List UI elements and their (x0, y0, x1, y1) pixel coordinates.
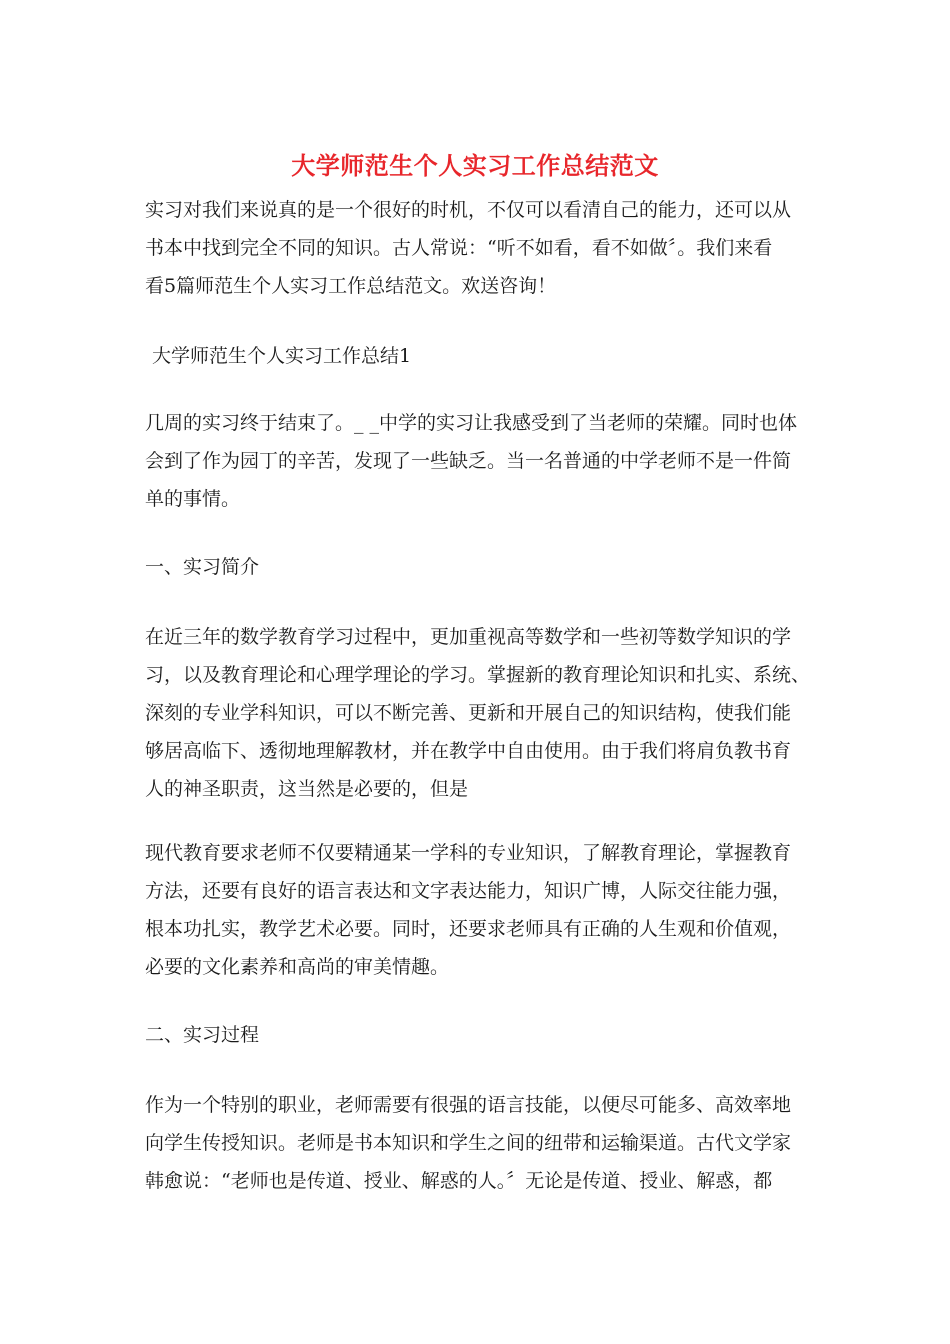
heading-internship-process (145, 1016, 817, 1054)
paragraph-1 (145, 404, 817, 518)
paragraph-4 (145, 1086, 817, 1200)
heading-text: 二、实习过程 (145, 1024, 260, 1046)
paragraph-line: 现代教育要求老师不仅要精通某一学科的专业知识，了解教育理论，掌握教育 (145, 842, 792, 864)
intro-line: 看5篇师范生个人实习工作总结范文。欢送咨询！ (145, 275, 557, 297)
paragraph-2 (145, 618, 817, 808)
paragraph-line: 必要的文化素养和高尚的审美情趣。 (145, 956, 450, 978)
paragraph-line: 方法，还要有良好的语言表达和文字表达能力，知识广博，人际交往能力强， (145, 880, 792, 902)
heading-internship-intro (145, 548, 817, 586)
paragraph-line: 单的事情。 (145, 488, 241, 510)
paragraph-line: 韩愈说：“老师也是传道、授业、解惑的人。〞无论是传道、授业、解惑，都 (145, 1170, 773, 1192)
section-heading-text: 大学师范生个人实习工作总结1 (152, 345, 412, 367)
paragraph-line: 在近三年的数学教育学习过程中，更加重视高等数学和一些初等数学知识的学 (145, 626, 792, 648)
paragraph-line: 作为一个特别的职业，老师需要有很强的语言技能，以便尽可能多、高效率地 (145, 1094, 792, 1116)
paragraph-line: 向学生传授知识。老师是书本知识和学生之间的纽带和运输渠道。古代文学家 (145, 1132, 792, 1154)
section-heading (145, 337, 824, 375)
paragraph-line: 深刻的专业学科知识，可以不断完善、更新和开展自己的知识结构，使我们能 (145, 702, 792, 724)
paragraph-line: 习，以及教育理论和心理学理论的学习。掌握新的教育理论知识和扎实、系统、 (145, 664, 811, 686)
intro-line: 书本中找到完全不同的知识。古人常说：“听不如看，看不如做〞。我们来看 (145, 237, 773, 259)
document-title: 大学师范生个人实习工作总结范文 (291, 151, 659, 180)
paragraph-line: 会到了作为园丁的辛苦，发现了一些缺乏。当一名普通的中学老师不是一件简 (145, 450, 792, 472)
paragraph-line: 几周的实习终于结束了。_ _中学的实习让我感受到了当老师的荣耀。同时也体 (145, 412, 798, 434)
intro-line: 实习对我们来说真的是一个很好的时机，不仅可以看清自己的能力，还可以从 (145, 199, 792, 221)
paragraph-line: 够居高临下、透彻地理解教材，并在教学中自由使用。由于我们将肩负教书育 (145, 740, 792, 762)
heading-text: 一、实习简介 (145, 556, 260, 578)
paragraph-line: 人的神圣职责，这当然是必要的，但是 (145, 778, 469, 800)
intro-paragraph (145, 191, 817, 305)
paragraph-line: 根本功扎实，教学艺术必要。同时，还要求老师具有正确的人生观和价值观， (145, 918, 792, 940)
paragraph-3 (145, 834, 817, 986)
